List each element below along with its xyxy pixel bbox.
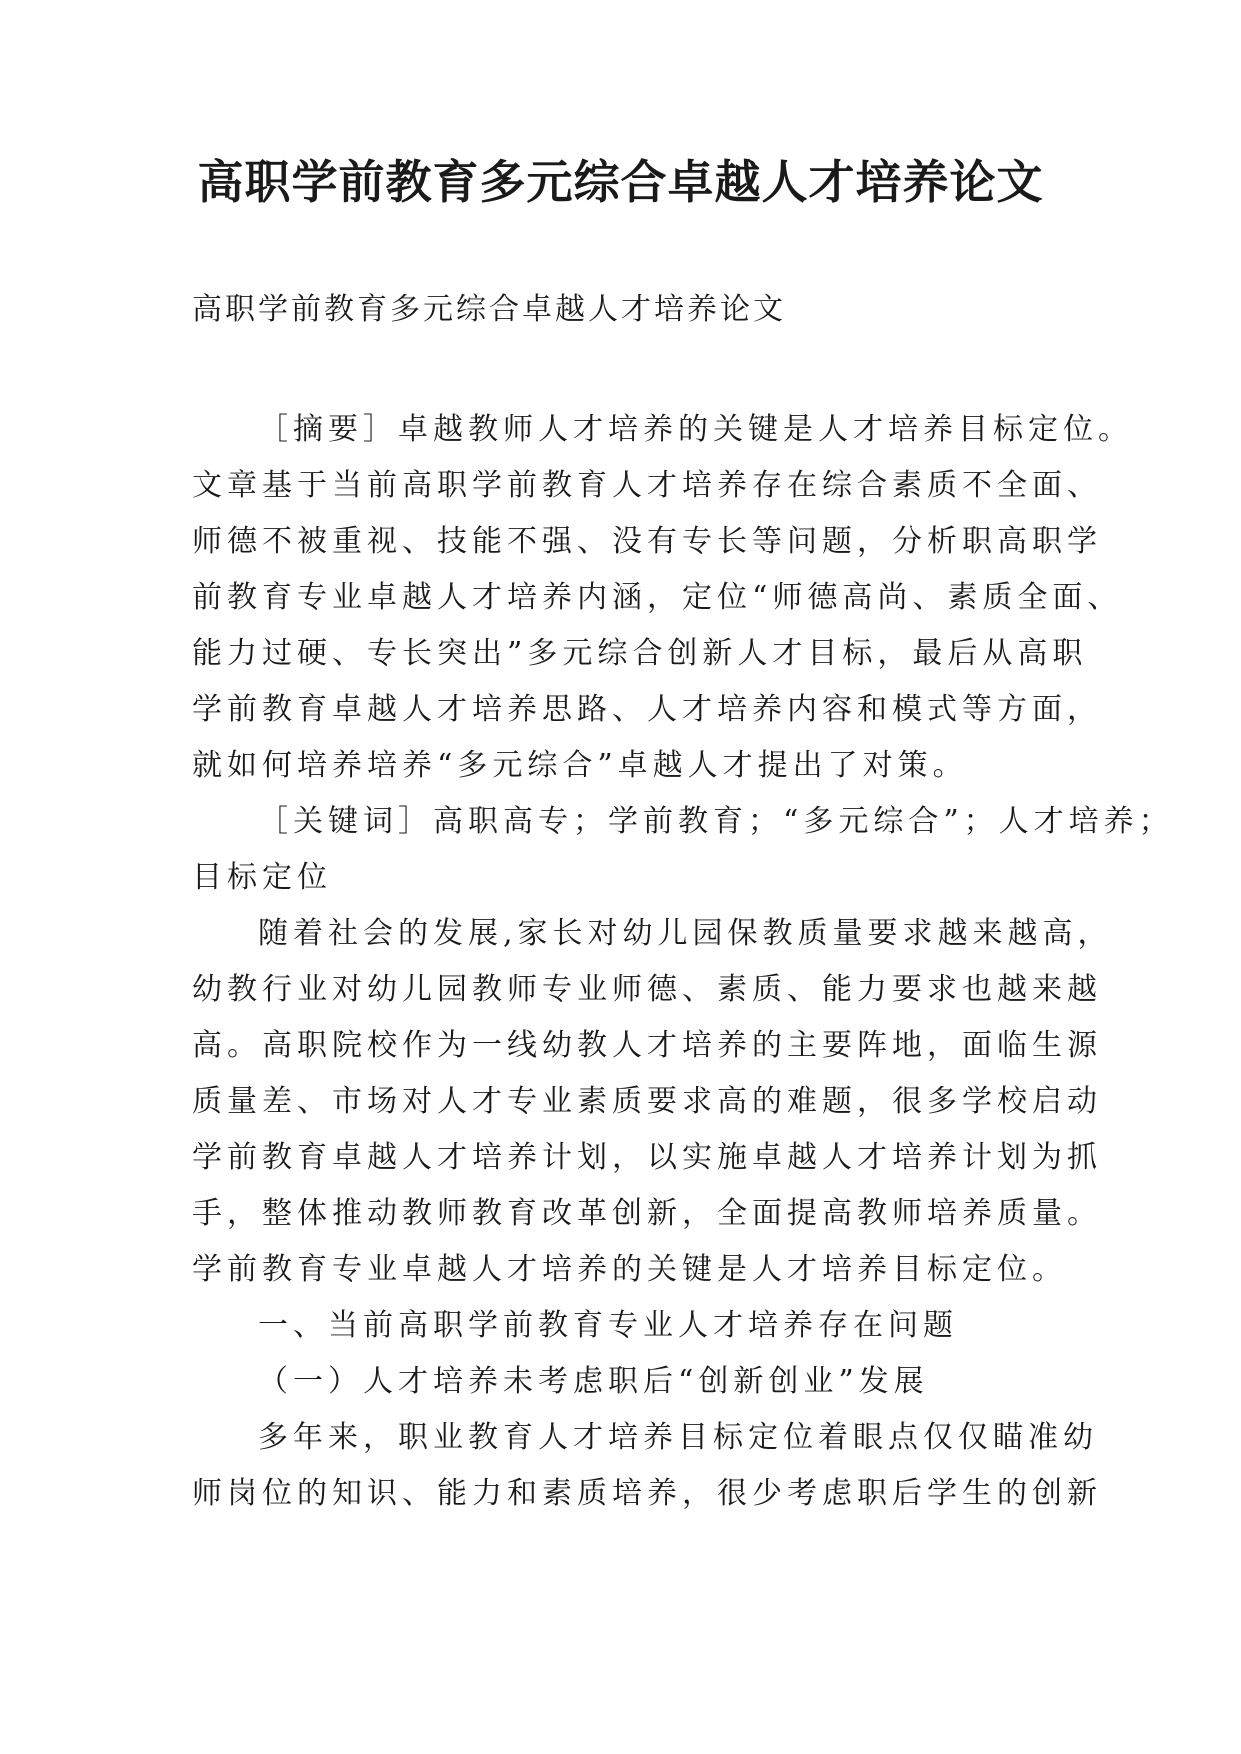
paragraph-line: 随着社会的发展,家长对幼儿园保教质量要求越来越高，	[258, 916, 1113, 951]
paragraph-line: 学前教育卓越人才培养计划，以实施卓越人才培养计划为抓	[192, 1140, 1102, 1175]
paragraph-line: 师岗位的知识、能力和素质培养，很少考虑职后学生的创新	[192, 1476, 1102, 1511]
keywords-line: ［关键词］高职高专；学前教育；“多元综合”；人才培养；	[258, 804, 1174, 839]
abstract-line: 师德不被重视、技能不强、没有专长等问题，分析职高职学	[192, 524, 1102, 559]
paragraph-line: 手，整体推动教师教育改革创新，全面提高教师培养质量。	[192, 1196, 1102, 1231]
abstract-line: 前教育专业卓越人才培养内涵，定位“师德高尚、素质全面、	[192, 580, 1123, 615]
document-subtitle: 高职学前教育多元综合卓越人才培养论文	[192, 292, 786, 327]
paragraph-line: 高。高职院校作为一线幼教人才培养的主要阵地，面临生源	[192, 1028, 1102, 1063]
abstract-line: 能力过硬、专长突出”多元综合创新人才目标，最后从高职	[192, 636, 1088, 671]
paragraph-line: 学前教育专业卓越人才培养的关键是人才培养目标定位。	[192, 1252, 1067, 1287]
abstract-line: 就如何培养培养“多元综合”卓越人才提出了对策。	[192, 748, 968, 783]
paragraph-line: 幼教行业对幼儿园教师专业师德、素质、能力要求也越来越	[192, 972, 1102, 1007]
keywords-line: 目标定位	[192, 860, 332, 895]
paragraph-line: 质量差、市场对人才专业素质要求高的难题，很多学校启动	[192, 1084, 1102, 1119]
paragraph-line: 多年来，职业教育人才培养目标定位着眼点仅仅瞄准幼	[258, 1420, 1098, 1455]
abstract-line: 学前教育卓越人才培养思路、人才培养内容和模式等方面，	[192, 692, 1102, 727]
abstract-line: 文章基于当前高职学前教育人才培养存在综合素质不全面、	[192, 468, 1102, 503]
document-title: 高职学前教育多元综合卓越人才培养论文	[197, 155, 1044, 209]
abstract-line: ［摘要］卓越教师人才培养的关键是人才培养目标定位。	[258, 412, 1133, 447]
subsection-heading: （一）人才培养未考虑职后“创新创业”发展	[258, 1364, 929, 1399]
section-heading: 一、当前高职学前教育专业人才培养存在问题	[258, 1308, 958, 1343]
document-body	[192, 402, 1174, 1522]
